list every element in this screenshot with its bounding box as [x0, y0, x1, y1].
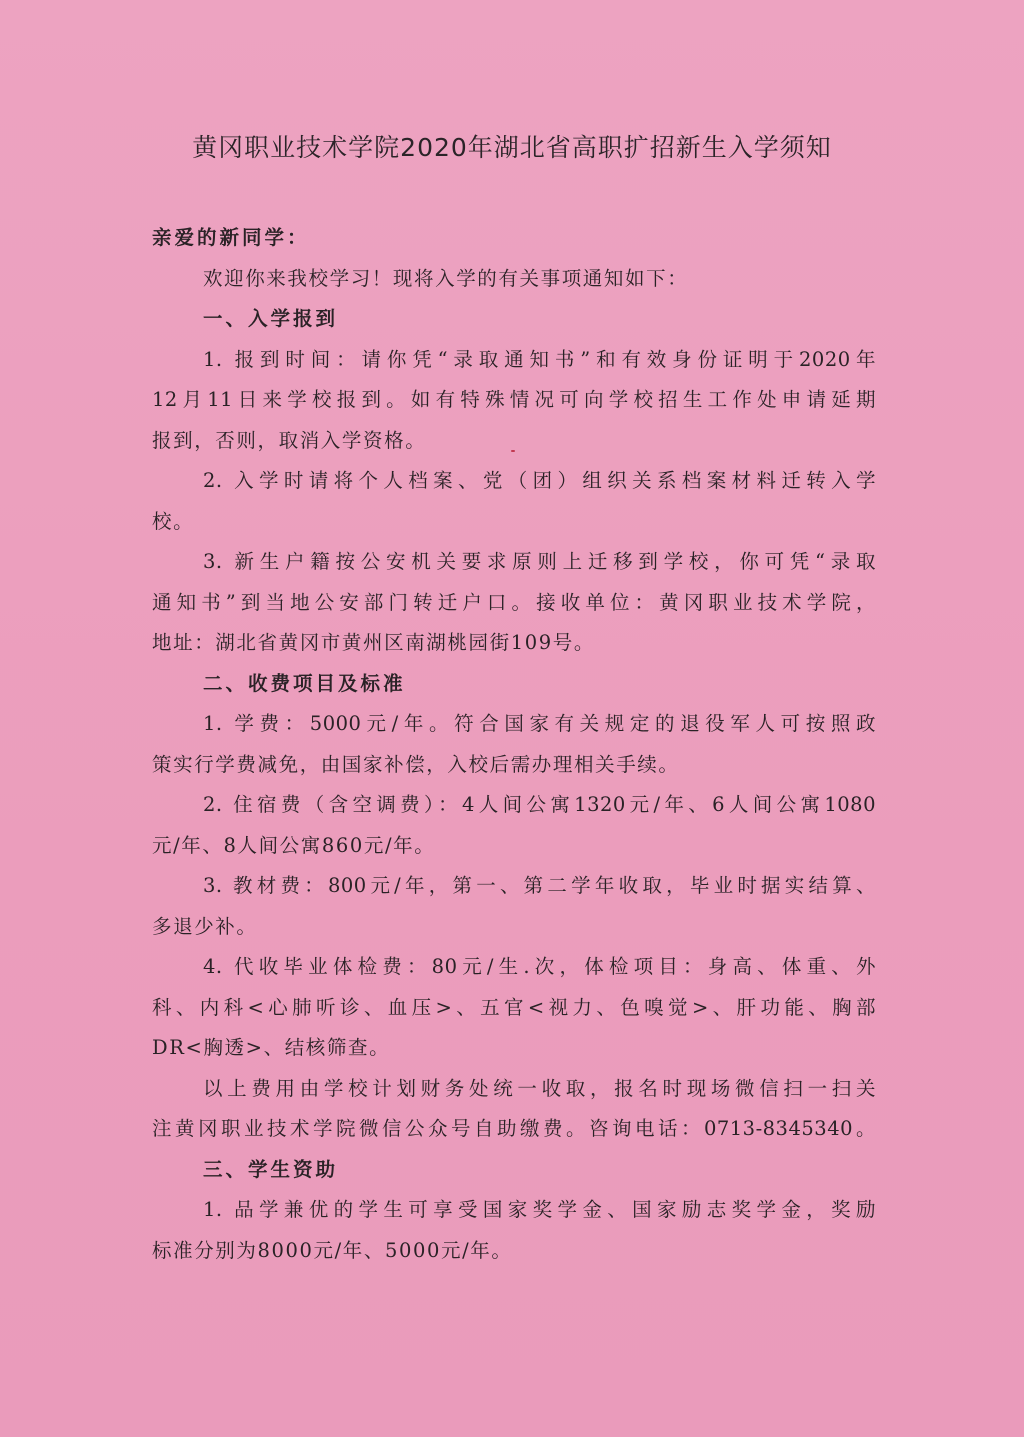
paragraph-line: 元/年、8人间公寓860元/年。	[152, 833, 436, 857]
paragraph-line: 以上费用由学校计划财务处统一收取，报名时现场微信扫一扫关	[203, 1076, 876, 1100]
paragraph-line: 地址：湖北省黄冈市黄州区南湖桃园街109号。	[152, 631, 595, 654]
paragraph-line: 报到，否则，取消入学资格。	[152, 428, 427, 452]
paragraph-line: 4. 代收毕业体检费：80元/生.次，体检项目：身高、体重、外	[203, 955, 876, 978]
section-heading-enrollment: 一、入学报到	[203, 307, 339, 330]
paragraph-line: 标准分别为8000元/年、5000元/年。	[152, 1238, 513, 1262]
document-title: 黄冈职业技术学院2020年湖北省高职扩招新生入学须知	[192, 133, 832, 162]
section-heading-fees: 二、收费项目及标准	[203, 671, 406, 695]
paragraph-line: 通知书”到当地公安部门转迁户口。接收单位：黄冈职业技术学院，	[152, 590, 876, 614]
paragraph-line: 2. 住宿费（含空调费）：4人间公寓1320元/年、6人间公寓1080	[203, 793, 876, 816]
paragraph-line: DR<胸透>、结核筛查。	[152, 1036, 391, 1059]
paragraph-line: 策实行学费减免，由国家补偿，入校后需办理相关手续。	[152, 752, 680, 776]
paragraph-line: 1. 报到时间：请你凭“录取通知书”和有效身份证明于2020年	[203, 347, 876, 371]
paragraph-line: 12月11日来学校报到。如有特殊情况可向学校招生工作处申请延期	[152, 388, 876, 411]
paragraph-line: 多退少补。	[152, 914, 258, 938]
paragraph-line: 1. 学费：5000元/年。符合国家有关规定的退役军人可按照政	[203, 712, 876, 735]
paragraph-line: 注黄冈职业技术学院微信公众号自助缴费。咨询电话：0713-8345340。	[152, 1117, 876, 1140]
intro-paragraph: 欢迎你来我校学习！现将入学的有关事项通知如下：	[203, 266, 689, 290]
paragraph-line: 3. 教材费：800元/年，第一、第二学年收取，毕业时据实结算、	[203, 874, 876, 897]
paragraph-line: 校。	[152, 509, 195, 533]
greeting: 亲爱的新同学：	[152, 226, 310, 249]
paragraph-line: 3. 新生户籍按公安机关要求原则上迁移到学校，你可凭“录取	[203, 550, 876, 573]
document-body	[152, 218, 876, 1271]
section-heading-student-aid: 三、学生资助	[203, 1157, 339, 1181]
paragraph-line: 科、内科<心肺听诊、血压>、五官<视力、色嗅觉>、肝功能、胸部	[152, 995, 876, 1019]
paragraph-line: 2. 入学时请将个人档案、党（团）组织关系档案材料迁转入学	[203, 469, 876, 492]
paragraph-line: 1. 品学兼优的学生可享受国家奖学金、国家励志奖学金，奖励	[203, 1198, 876, 1221]
